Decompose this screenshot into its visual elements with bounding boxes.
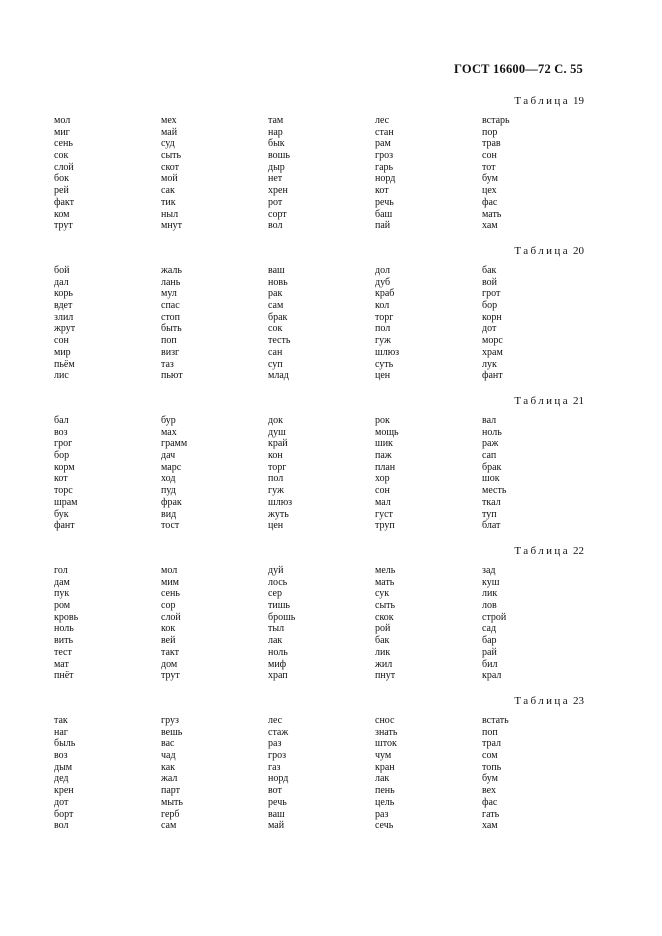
word: лик [375,646,391,658]
word: визг [161,346,180,358]
word: трут [54,220,73,232]
word: кот [375,185,389,197]
word: блат [482,520,501,532]
word: рот [268,196,283,208]
word: пол [375,323,391,335]
word: морс [482,335,503,347]
word: гроз [268,750,287,762]
word: воз [54,750,68,762]
word: шток [375,738,397,750]
word: хор [375,473,390,485]
word: лис [54,370,69,382]
word: жаль [161,265,182,276]
word: тик [161,196,176,208]
word: брак [482,461,502,473]
word: бал [54,415,69,426]
word: топь [482,761,502,773]
word: храм [482,346,503,358]
word: цель [375,796,395,808]
table-caption-number: 20 [573,245,584,257]
word: лак [375,773,390,785]
word: корм [54,461,75,473]
word: наг [54,726,68,738]
word: дуй [268,565,284,576]
word: кран [375,761,395,773]
word: рок [375,415,390,426]
word: сок [54,150,69,162]
word: брошь [268,611,296,623]
word: мах [161,426,177,438]
word: вид [161,508,177,520]
word: план [375,461,396,473]
word: норд [268,773,289,785]
word: сам [161,820,177,832]
word: вой [482,276,498,288]
word: труп [375,520,395,532]
word: май [161,126,178,138]
word: быть [161,323,182,335]
word-column [482,415,582,532]
word: так [54,715,68,726]
word: корь [54,288,73,300]
word: борт [54,808,74,820]
word: чум [375,750,392,762]
word: стан [375,126,394,138]
word: хам [482,220,498,232]
table-caption-number: 21 [573,395,584,407]
word: пьют [161,370,183,382]
word: май [268,820,285,832]
word: слой [161,611,181,623]
word: рам [375,138,391,150]
word: газ [268,761,281,773]
word: вот [268,785,282,797]
word: дуб [375,276,391,288]
word: гать [482,808,500,820]
word: цен [268,520,284,532]
word: ноль [482,426,502,438]
word-column [375,265,475,382]
word: знать [375,726,398,738]
word-column [54,115,154,232]
word: лов [482,600,497,612]
word-column [375,415,475,532]
word: строй [482,611,507,623]
word-column [482,265,582,382]
word: бой [54,265,70,276]
word: скок [375,611,394,623]
word: цех [482,185,497,197]
word: тост [161,520,180,532]
word-column [54,265,154,382]
word: фрак [161,496,182,508]
word: фант [482,370,503,382]
word: рай [482,646,497,658]
word: корн [482,311,502,323]
word: цен [375,370,391,382]
word: спас [161,300,180,312]
word: лось [268,576,288,588]
word: шлюз [268,496,293,508]
word: сон [482,150,497,162]
word: тыл [268,623,285,635]
word: бак [375,635,390,647]
word: лань [161,276,181,288]
word: бар [482,635,497,647]
table-caption-label: Таблица [514,395,570,407]
word: норд [375,173,396,185]
word: шок [482,473,500,485]
table-caption [514,245,584,257]
word: док [268,415,283,426]
word: злил [54,311,74,323]
table-caption-label: Таблица [514,95,570,107]
word: сап [482,450,497,462]
word: чад [161,750,176,762]
word: край [268,438,288,450]
word: мыть [161,796,183,808]
word: пнёт [54,670,74,682]
word: стоп [161,311,181,323]
word: миф [268,658,287,670]
word: фас [482,196,498,208]
word: паж [375,450,392,462]
word: душ [268,426,286,438]
word: поп [161,335,177,347]
word: сечь [375,820,394,832]
word: пнут [375,670,396,682]
word: вешь [161,726,183,738]
word: вас [161,738,175,750]
word: марс [161,461,182,473]
word: жрут [54,323,76,335]
word: дот [482,323,497,335]
word: ваш [268,808,285,820]
word-column [268,565,368,682]
word: ваш [268,265,285,276]
word: рак [268,288,283,300]
word: сень [54,138,73,150]
word: мех [161,115,177,126]
word: встать [482,715,509,726]
word: храп [268,670,288,682]
table-caption-number: 19 [573,95,584,107]
word: сад [482,623,497,635]
word: бил [482,658,498,670]
word: бор [54,450,70,462]
word: брак [268,311,288,323]
word-column [268,265,368,382]
page-header: ГОСТ 16600—72 С. 55 [454,62,583,76]
word: раз [268,738,282,750]
word: речь [375,196,394,208]
word: раз [375,808,389,820]
word-column [482,715,582,832]
word: кон [268,450,283,462]
word: крал [482,670,502,682]
word: ход [161,473,176,485]
word: поп [482,726,498,738]
word: мнут [161,220,183,232]
word: мол [54,115,71,126]
word: гарь [375,161,394,173]
word: вол [54,820,69,832]
word: ткал [482,496,501,508]
word: вошь [268,150,290,162]
word: дым [54,761,73,773]
word: воз [54,426,68,438]
word: сак [161,185,175,197]
word: мать [482,208,502,220]
word-column [482,565,582,682]
word: грог [54,438,73,450]
word-column [161,265,261,382]
table-caption-number: 22 [573,545,584,557]
word: пай [375,220,391,232]
word-column [482,115,582,232]
word: трал [482,738,502,750]
word: пьём [54,358,75,370]
word: дыр [268,161,285,173]
word: снос [375,715,395,726]
word: мат [54,658,69,670]
word: кот [54,473,68,485]
word: фас [482,796,498,808]
word-column [54,565,154,682]
word: вол [268,220,283,232]
word: сук [375,588,390,600]
word: сон [54,335,69,347]
word: лес [375,115,390,126]
word: сом [482,750,498,762]
word: дач [161,450,176,462]
word-column [375,565,475,682]
word: куш [482,576,500,588]
word: торг [268,461,287,473]
word: бум [482,173,498,185]
word: гуж [375,335,391,347]
word: вдет [54,300,73,312]
word: месть [482,485,507,497]
word: лак [268,635,283,647]
word: суть [375,358,394,370]
word: густ [375,508,393,520]
word: бук [54,508,69,520]
word: гроз [375,150,394,162]
word: лик [482,588,498,600]
word: миг [54,126,70,138]
word: краб [375,288,395,300]
word: скот [161,161,180,173]
word: сорт [268,208,287,220]
word: кол [375,300,390,312]
word: ноль [54,623,74,635]
word: бак [482,265,497,276]
word: хрен [268,185,288,197]
word: факт [54,196,75,208]
word: дом [161,658,178,670]
word: груз [161,715,179,726]
word: там [268,115,284,126]
word: фант [54,520,75,532]
word: пол [268,473,284,485]
word: дот [54,796,69,808]
word: дед [54,773,69,785]
word: тот [482,161,496,173]
word: вал [482,415,497,426]
word: мим [161,576,180,588]
word-column [54,415,154,532]
table-caption-label: Таблица [514,695,570,707]
word: встарь [482,115,510,126]
word: шлюз [375,346,400,358]
word: кровь [54,611,79,623]
word: пук [54,588,70,600]
word: крен [54,785,74,797]
word-column [161,565,261,682]
word-column [375,715,475,832]
word: мул [161,288,177,300]
word: слой [54,161,74,173]
table-caption [514,95,584,107]
word: трут [161,670,180,682]
word: жуть [268,508,289,520]
word: ныл [161,208,179,220]
word-column [375,115,475,232]
word: сор [161,600,176,612]
word-column [268,415,368,532]
word: такт [161,646,180,658]
word: сам [268,300,284,312]
word: мощь [375,426,399,438]
word: тесть [268,335,291,347]
word: вить [54,635,74,647]
word-column [54,715,154,832]
word: ноль [268,646,288,658]
word: трав [482,138,501,150]
word: нет [268,173,283,185]
word: ком [54,208,70,220]
word: сан [268,346,283,358]
word: суд [161,138,175,150]
word: речь [268,796,287,808]
word: зад [482,565,496,576]
word: бур [161,415,176,426]
word: мал [375,496,391,508]
word: парт [161,785,181,797]
word: рей [54,185,69,197]
word: гуж [268,485,284,497]
word: туп [482,508,497,520]
word: шик [375,438,393,450]
word: жал [161,773,178,785]
word: мир [54,346,71,358]
word: сыть [375,600,396,612]
word: герб [161,808,180,820]
word: как [161,761,176,773]
word: пуд [161,485,176,497]
word: дол [375,265,390,276]
word: суп [268,358,283,370]
word: вех [482,785,496,797]
word: лес [268,715,283,726]
word: торг [375,311,394,323]
word: таз [161,358,174,370]
word-column [268,115,368,232]
word: бум [482,773,498,785]
table-caption-number: 23 [573,695,584,707]
word: дам [54,576,70,588]
word: бор [482,300,498,312]
word: хам [482,820,498,832]
word: сон [375,485,390,497]
table-caption-label: Таблица [514,545,570,557]
table-caption-label: Таблица [514,245,570,257]
word: гол [54,565,68,576]
word: дал [54,276,69,288]
word: пор [482,126,498,138]
word: пень [375,785,395,797]
word: бок [54,173,69,185]
word: новь [268,276,288,288]
table-caption [514,395,584,407]
word-column [161,415,261,532]
word: быль [54,738,76,750]
table-caption [514,695,584,707]
word: раж [482,438,499,450]
word: ром [54,600,71,612]
word: сень [161,588,180,600]
word: сер [268,588,282,600]
word: вей [161,635,176,647]
word: нар [268,126,283,138]
word: сок [268,323,283,335]
word: грот [482,288,501,300]
word: лук [482,358,497,370]
word-column [268,715,368,832]
table-caption [514,545,584,557]
word: мать [375,576,395,588]
word: бык [268,138,285,150]
word: мол [161,565,178,576]
word-column [161,715,261,832]
word: тишь [268,600,290,612]
word: грамм [161,438,188,450]
word-column [161,115,261,232]
word: жил [375,658,393,670]
word: кок [161,623,176,635]
word: мой [161,173,178,185]
word: баш [375,208,393,220]
word: мель [375,565,396,576]
word: тест [54,646,72,658]
word: шрам [54,496,78,508]
word: торс [54,485,73,497]
word: стаж [268,726,289,738]
word: сыть [161,150,182,162]
word: рой [375,623,391,635]
word: млад [268,370,289,382]
